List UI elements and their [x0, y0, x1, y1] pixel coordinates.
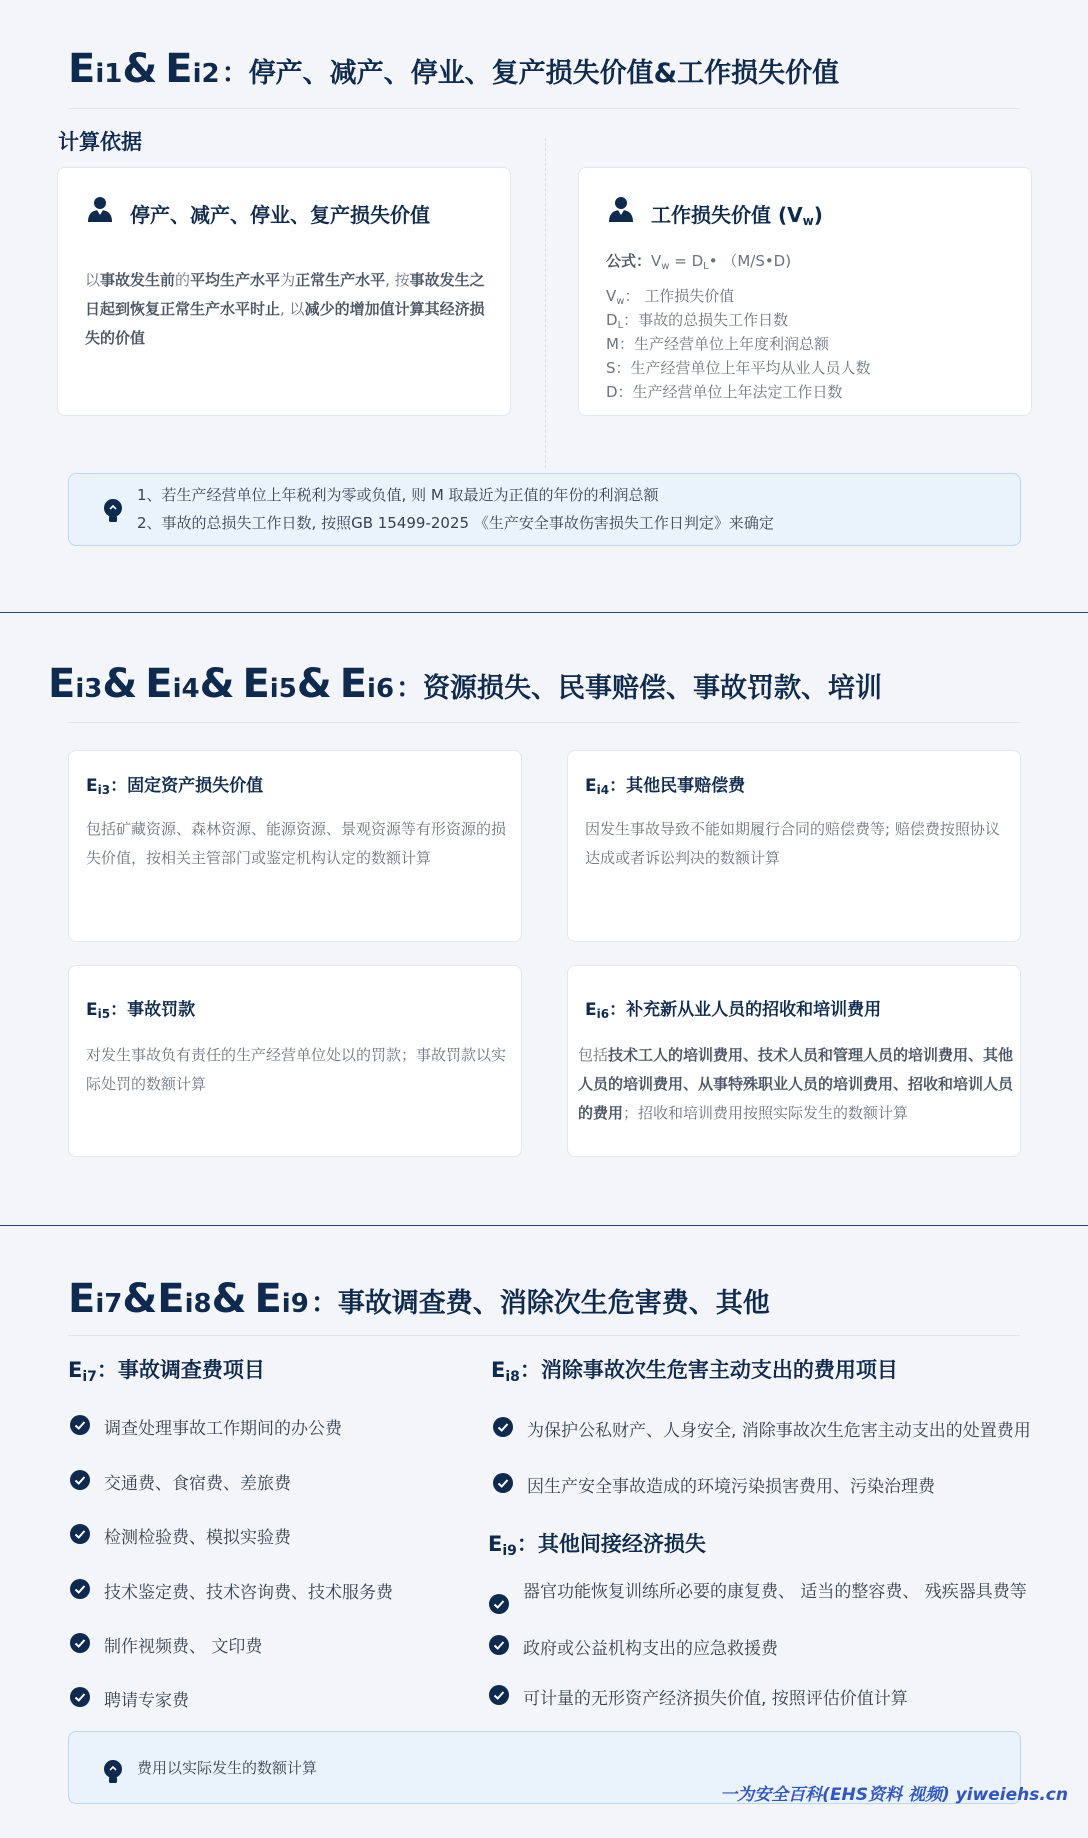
watermark: 一为安全百科(EHS资料 视频) yiweiehs.cn	[720, 1785, 1068, 1805]
card-body: 包括矿藏资源、森林资源、能源资源、景观资源等有形资源的损失价值，按相关主管部门或鉴定机构认定的数额计算	[86, 820, 507, 867]
check-circle-icon	[493, 1473, 513, 1493]
ei7-item: 技术鉴定费、技术咨询费、技术服务费	[70, 1578, 470, 1603]
card-body: 对发生事故负有责任的生产经营单位处以的罚款；事故罚款以实际处罚的数额计算	[86, 1046, 507, 1093]
card-body: 包括技术工人的培训费用、技术人员和管理人员的培训费用、其他人员的培训费用、从事特殊职业人员的培训费用、招收和培训人员的费用；招收和培训费用按照实际发生的数额计算	[578, 1046, 1014, 1122]
lightbulb-icon	[102, 498, 124, 524]
note-box	[68, 473, 1021, 546]
card-heading: 工作损失价值 $(V_w)$	[651, 203, 823, 228]
card-body: 因发生事故导致不能如期履行合同的赔偿费等; 赔偿费按照协议达成或者诉讼判决的数额计算	[585, 820, 1000, 867]
check-circle-icon	[70, 1687, 90, 1707]
card-ei6	[567, 965, 1021, 1157]
lightbulb-icon	[102, 1759, 124, 1785]
card-work-loss	[578, 167, 1032, 416]
card-heading: $E_{i3}$：固定资产损失价值	[86, 776, 264, 797]
card-heading: $E_{i6}$：补充新从业人员的招收和培训费用	[585, 1000, 882, 1021]
card-heading: $E_{i5}$：事故罚款	[86, 1000, 196, 1021]
check-circle-icon	[70, 1579, 90, 1599]
section3-title-rule	[68, 1335, 1020, 1336]
ei7-item: 检测检验费、模拟实验费	[70, 1523, 470, 1548]
check-circle-icon	[70, 1415, 90, 1435]
person-icon	[85, 195, 115, 223]
check-circle-icon	[489, 1635, 509, 1655]
check-circle-icon	[70, 1633, 90, 1653]
column-separator	[545, 138, 546, 468]
ei9-heading: $E_{i9}$：其他间接经济损失	[488, 1532, 706, 1559]
note-line: 费用以实际发生的数额计算	[137, 1759, 318, 1777]
check-circle-icon	[70, 1524, 90, 1544]
check-circle-icon	[489, 1685, 509, 1705]
ei8-heading: $E_{i8}$：消除事故次生危害主动支出的费用项目	[491, 1358, 898, 1385]
note-line: 2、事故的总损失工作日数, 按照GB 15499-2025 《生产安全事故伤害损失工作日判定》来确定	[137, 514, 774, 532]
check-circle-icon	[70, 1470, 90, 1490]
ei7-item: 聘请专家费	[70, 1686, 470, 1711]
ei7-heading: $E_{i7}$：事故调查费项目	[68, 1358, 265, 1385]
card-ei3	[68, 750, 522, 942]
section1-title-rule	[68, 108, 1020, 109]
card-ei5	[68, 965, 522, 1157]
ei8-item: 因生产安全事故造成的环境污染损害费用、污染治理费	[493, 1472, 1073, 1497]
person-icon	[606, 195, 636, 223]
definition-dl: $D_L$：事故的总损失工作日数	[606, 311, 789, 331]
ei7-item: 调查处理事故工作期间的办公费	[70, 1414, 470, 1439]
section1-title: E i1 & E i2 ： 停产、减产、停业、复产损失价值&工作损失价值	[68, 46, 840, 92]
card-body: 以事故发生前的平均生产水平为正常生产水平, 按事故发生之日起到恢复正常生产水平时止, 以减少的增加值计算其经济损失的价值	[85, 271, 485, 347]
ei9-item: 政府或公益机构支出的应急救援费	[489, 1634, 1049, 1659]
card-ei4	[567, 750, 1021, 942]
card-production-loss	[57, 167, 511, 416]
definition-s: S：生产经营单位上年平均从业人员人数	[606, 359, 871, 377]
ei7-item: 交通费、食宿费、差旅费	[70, 1469, 470, 1494]
ei9-item: 器官功能恢复训练所必要的康复费、 适当的整容费、 残疾器具费等	[489, 1580, 1049, 1614]
card-heading: 停产、减产、停业、复产损失价值	[130, 203, 430, 227]
section-divider	[0, 612, 1088, 613]
section-divider	[0, 1225, 1088, 1226]
ei9-item: 可计量的无形资产经济损失价值, 按照评估价值计算	[489, 1684, 1049, 1709]
card-heading: $E_{i4}$：其他民事赔偿费	[585, 776, 746, 797]
ei7-item: 制作视频费、 文印费	[70, 1632, 470, 1657]
section3-title: E i7 & E i8 & E i9 ： 事故调查费、消除次生危害费、其他	[68, 1276, 770, 1322]
definition-m: M：生产经营单位上年度利润总额	[606, 335, 829, 353]
check-circle-icon	[489, 1594, 509, 1614]
basis-label: 计算依据	[58, 130, 142, 154]
ei8-item: 为保护公私财产、人身安全, 消除事故次生危害主动支出的处置费用	[493, 1416, 1073, 1441]
definition-d: D：生产经营单位上年法定工作日数	[606, 383, 843, 401]
definition-vw: $V_w$： 工作损失价值	[606, 287, 735, 307]
formula: 公式：$V_w$ = $D_L•$ （M/S•D)	[606, 252, 792, 272]
section2-title: E i3 & E i4 & E i5 & E i6 ： 资源损失、民事赔偿、事故罚款、培训	[48, 661, 883, 707]
note-line: 1、若生产经营单位上年税利为零或负值, 则 M 取最近为正值的年份的利润总额	[137, 486, 659, 504]
check-circle-icon	[493, 1417, 513, 1437]
section2-title-rule	[68, 722, 1020, 723]
